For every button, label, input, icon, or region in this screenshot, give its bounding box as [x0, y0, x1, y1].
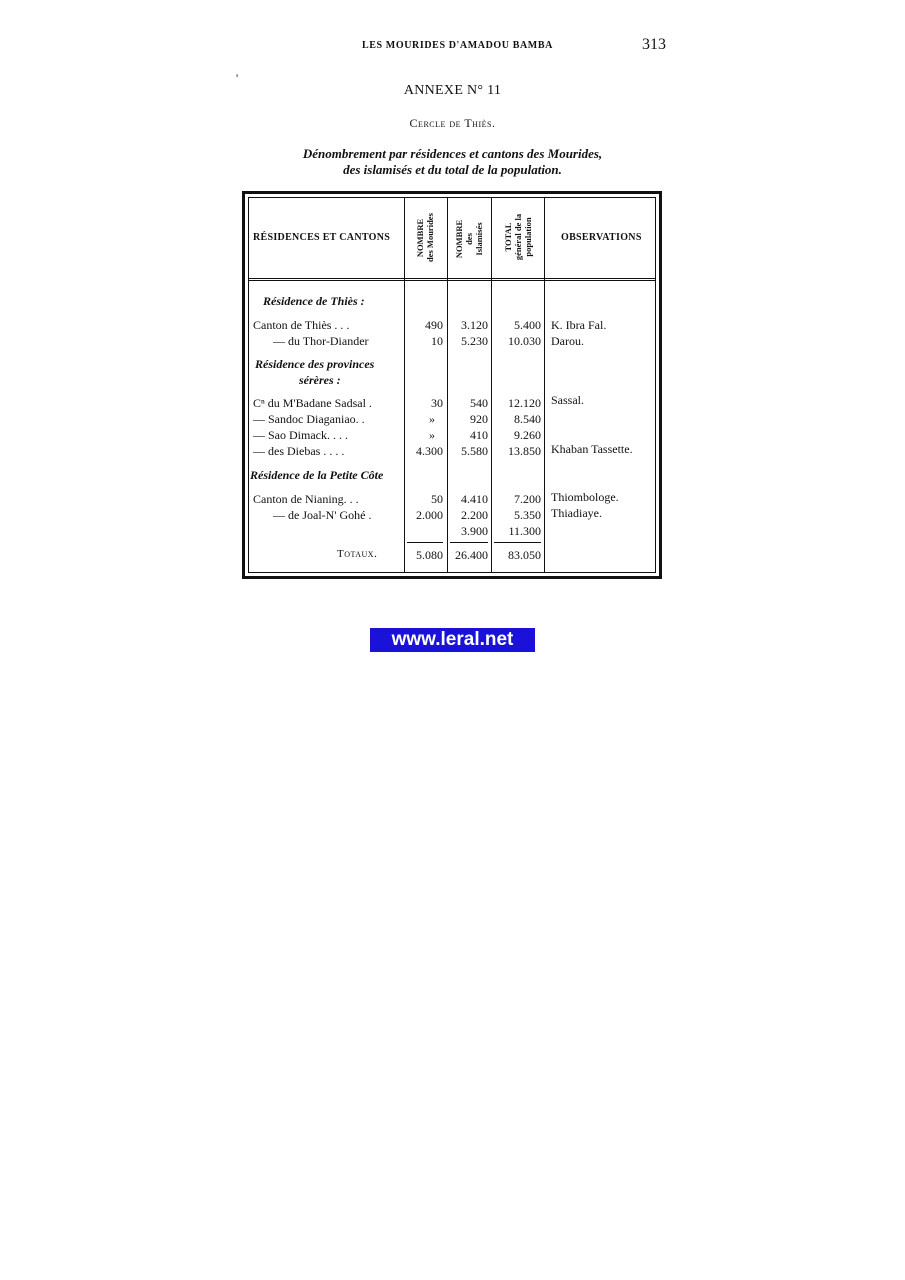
row-name: — du Thor-Diander	[273, 334, 369, 348]
header-islamises-text: NOMBRE des Islamisés	[454, 219, 484, 259]
row-observation: Darou.	[551, 334, 584, 348]
table-subtitle	[0, 146, 905, 178]
header-mourides-text: NOMBRE des Mourides	[415, 213, 435, 262]
row-observation: Thiadiaye.	[551, 506, 602, 520]
header-residences: RÉSIDENCES ET CANTONS	[253, 232, 391, 243]
row-total: 11.300	[508, 524, 541, 538]
row-total: 8.540	[514, 412, 541, 426]
row-name: — Sao Dimack. . . .	[253, 428, 348, 442]
row-name: Canton de Nianing. . .	[253, 492, 359, 506]
row-total: 7.200	[514, 492, 541, 506]
row-mourides: 4.300	[416, 444, 443, 458]
row-total: 5.350	[514, 508, 541, 522]
row-name: Canton de Thiès . . .	[253, 318, 350, 332]
row-islamises: 410	[470, 428, 488, 442]
stray-mark: '	[236, 71, 239, 85]
totals-total: 83.050	[508, 548, 541, 562]
cercle-heading: Cercle de Thiès.	[409, 116, 496, 130]
totals-label: Totaux.	[337, 548, 378, 560]
row-total: 13.850	[508, 444, 541, 458]
row-name: — de Joal-N' Gohé .	[273, 508, 372, 522]
row-islamises: 3.900	[461, 524, 488, 538]
row-name: Cⁿ du M'Badane Sadsal .	[253, 396, 372, 410]
subtitle-line-2: des islamisés et du total de la population.	[343, 162, 562, 177]
row-mourides: 30	[431, 396, 443, 410]
header-observations: OBSERVATIONS	[561, 232, 642, 243]
row-total: 5.400	[514, 318, 541, 332]
row-islamises: 2.200	[461, 508, 488, 522]
row-mourides: 10	[431, 334, 443, 348]
row-islamises: 3.120	[461, 318, 488, 332]
row-mourides: 50	[431, 492, 443, 506]
census-table	[242, 191, 662, 579]
row-mourides: 490	[425, 318, 443, 332]
watermark-link[interactable]: www.leral.net	[370, 628, 535, 652]
row-total: 9.260	[514, 428, 541, 442]
row-observation: Sassal.	[551, 393, 584, 407]
header-mourides	[415, 214, 435, 262]
sum-rule	[494, 542, 541, 543]
section-title: Résidence de Thiès :	[263, 294, 365, 308]
running-head: LES MOURIDES D'AMADOU BAMBA	[362, 40, 553, 51]
row-islamises: 540	[470, 396, 488, 410]
section-title: Résidence des provinces	[255, 357, 375, 371]
row-mourides: »	[429, 428, 435, 442]
row-mourides: 2.000	[416, 508, 443, 522]
sum-rule	[450, 542, 488, 543]
row-mourides: »	[429, 412, 435, 426]
page-number: 313	[642, 36, 666, 53]
totals-islamises: 26.400	[455, 548, 488, 562]
row-total: 10.030	[508, 334, 541, 348]
row-islamises: 5.580	[461, 444, 488, 458]
section-title: Résidence de la Petite Côte	[250, 468, 384, 482]
table-inner-border	[248, 197, 656, 573]
row-observation: Thiombologe.	[551, 490, 619, 504]
subtitle-line-1: Dénombrement par résidences et cantons des Mourides,	[302, 146, 603, 161]
column-divider	[544, 198, 545, 572]
header-islamises	[454, 215, 484, 263]
header-total-text: TOTAL général de la population	[503, 213, 533, 261]
row-islamises: 5.230	[461, 334, 488, 348]
row-islamises: 920	[470, 412, 488, 426]
row-observation: Khaban Tassette.	[551, 442, 633, 456]
header-total	[503, 210, 533, 264]
row-islamises: 4.410	[461, 492, 488, 506]
row-total: 12.120	[508, 396, 541, 410]
row-name: — Sandoc Diaganiao. .	[253, 412, 365, 426]
sum-rule	[407, 542, 443, 543]
row-name: — des Diebas . . . .	[253, 444, 345, 458]
annexe-title: ANNEXE N° 11	[403, 83, 502, 98]
header-rule	[249, 278, 655, 281]
row-observation: K. Ibra Fal.	[551, 318, 607, 332]
totals-mourides: 5.080	[416, 548, 443, 562]
section-title-continued: sérères :	[299, 373, 341, 387]
